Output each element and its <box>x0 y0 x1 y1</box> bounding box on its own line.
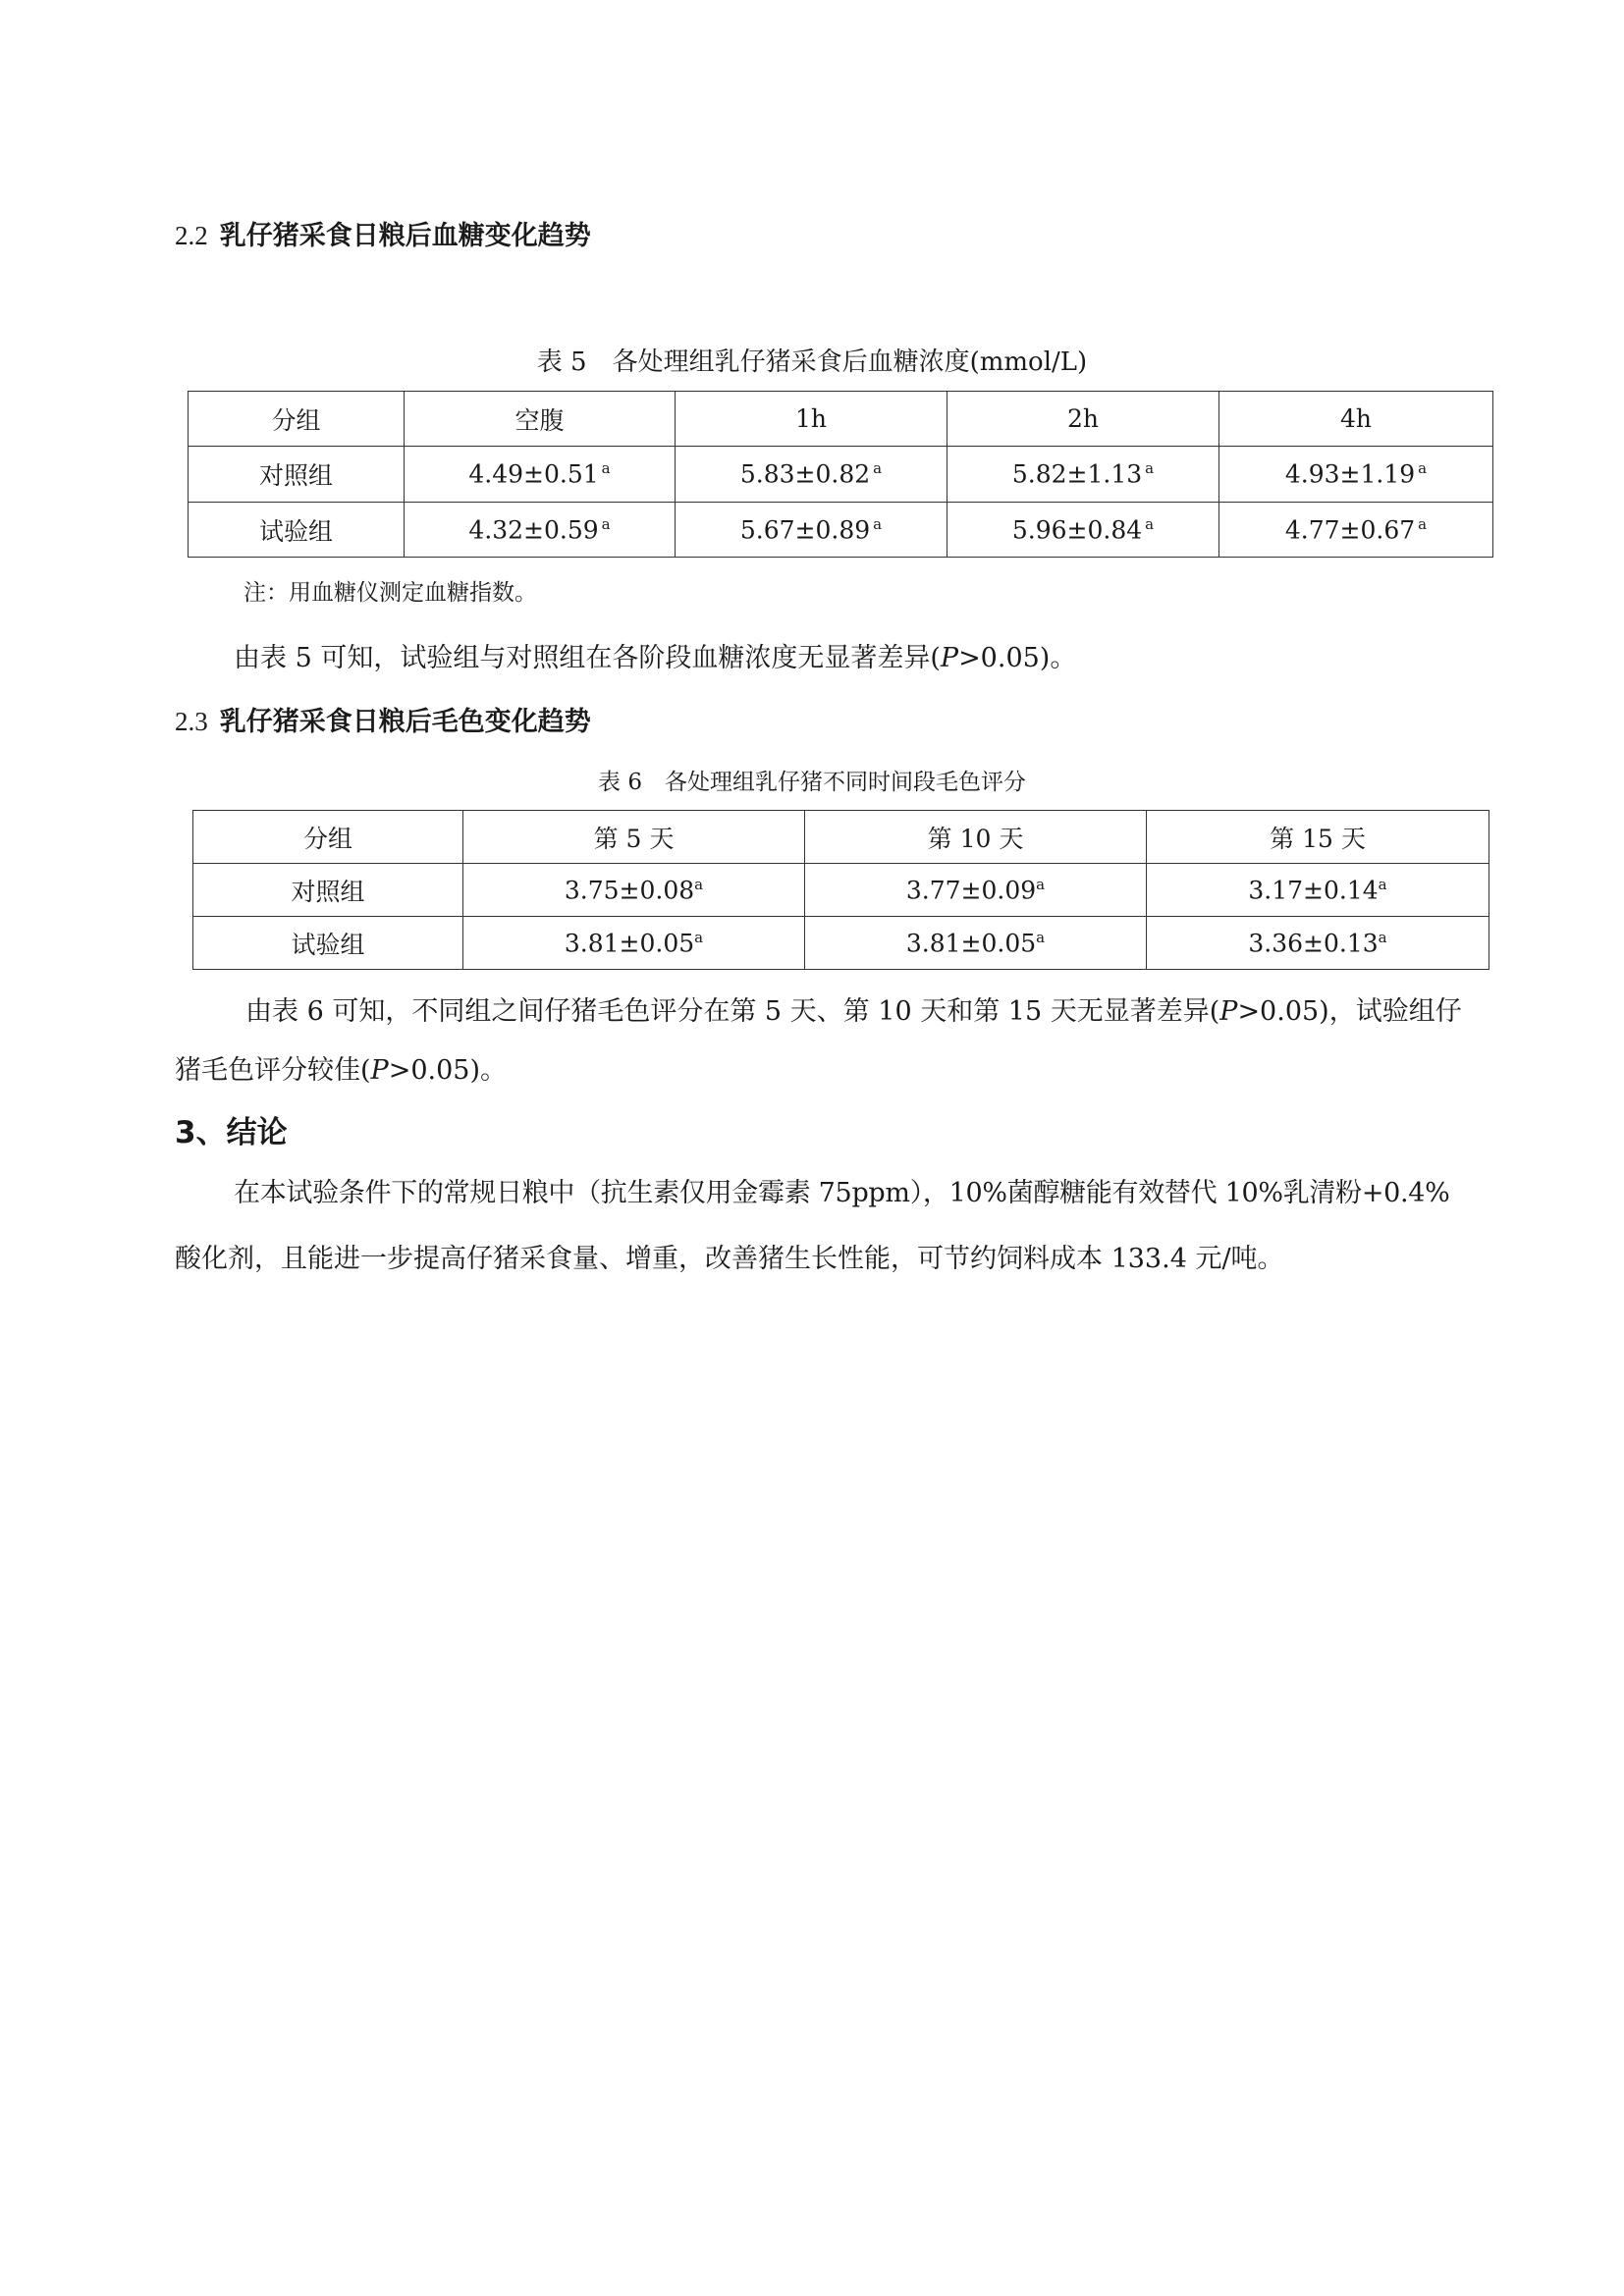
value-cell: 3.17±0.14$^a$ <box>1147 864 1489 917</box>
table6-header-cell: 第 10 天 <box>805 811 1147 864</box>
value-cell: 5.67±0.89 $^a$ <box>676 503 947 558</box>
value-cell: 4.93±1.19 $^a$ <box>1219 447 1493 503</box>
table5-header-cell: 4h <box>1219 392 1493 447</box>
value-cell: 3.81±0.05$^a$ <box>805 917 1147 970</box>
conclusion-line2: 酸化剂，且能进一步提高仔猪采食量、增重，改善猪生长性能，可节约饲料成本 133.4 元/吨。 <box>175 1244 1284 1274</box>
section-title: 乳仔猪采食日粮后毛色变化趋势 <box>219 707 591 737</box>
value-cell: 3.81±0.05$^a$ <box>463 917 805 970</box>
table6-header-row <box>193 811 1489 864</box>
table5-note: 注：用血糖仪测定血糖指数。 <box>244 580 537 606</box>
value-cell: 5.83±0.82 $^a$ <box>676 447 947 503</box>
section-3-heading: 3、结论 <box>175 1115 288 1150</box>
paragraph-table6-summary-line2: 猪毛色评分较佳(P>0.05)。 <box>175 1055 507 1086</box>
value-cell: 4.32±0.59 $^a$ <box>405 503 676 558</box>
value-cell: 5.96±0.84 $^a$ <box>947 503 1219 558</box>
section-2-2-heading <box>175 214 591 252</box>
value-cell: 4.49±0.51 $^a$ <box>405 447 676 503</box>
table5-header-cell: 2h <box>947 392 1219 447</box>
group-cell: 对照组 <box>193 864 463 917</box>
section-number: 2.3 <box>175 707 208 736</box>
value-cell: 5.82±1.13 $^a$ <box>947 447 1219 503</box>
value-cell: 4.77±0.67 $^a$ <box>1219 503 1493 558</box>
table6-header-cell: 分组 <box>193 811 463 864</box>
value-cell: 3.77±0.09$^a$ <box>805 864 1147 917</box>
paragraph-table6-summary-line1: 由表 6 可知，不同组之间仔猪毛色评分在第 5 天、第 10 天和第 15 天无显著差异(P>0.05)，试验组仔 <box>245 996 1462 1027</box>
table-row <box>193 864 1489 917</box>
table-row <box>189 447 1493 503</box>
table5-header-cell: 空腹 <box>405 392 676 447</box>
table5-caption: 表 5 各处理组乳仔猪采食后血糖浓度(mmol/L) <box>536 347 1088 377</box>
table-row <box>193 917 1489 970</box>
group-cell: 对照组 <box>189 447 405 503</box>
table6-header-cell: 第 5 天 <box>463 811 805 864</box>
group-cell: 试验组 <box>193 917 463 970</box>
table5-header-row <box>189 392 1493 447</box>
conclusion-line1: 在本试验条件下的常规日粮中（抗生素仅用金霉素 75ppm），10%菌醇糖能有效替代 10%乳清粉+0.4% <box>234 1178 1450 1208</box>
value-cell: 3.36±0.13$^a$ <box>1147 917 1489 970</box>
table5 <box>188 391 1493 558</box>
table5-header-cell: 分组 <box>189 392 405 447</box>
table6-header-cell: 第 15 天 <box>1147 811 1489 864</box>
value-cell: 3.75±0.08$^a$ <box>463 864 805 917</box>
section-number: 2.2 <box>175 221 208 250</box>
table6-caption: 表 6 各处理组乳仔猪不同时间段毛色评分 <box>598 770 1026 795</box>
paragraph-table5-summary: 由表 5 可知，试验组与对照组在各阶段血糖浓度无显著差异(P>0.05)。 <box>234 643 1077 673</box>
table5-header-cell: 1h <box>676 392 947 447</box>
section-2-3-heading <box>175 700 591 738</box>
table6 <box>192 810 1489 970</box>
group-cell: 试验组 <box>189 503 405 558</box>
section-title: 乳仔猪采食日粮后血糖变化趋势 <box>219 221 591 251</box>
table-row <box>189 503 1493 558</box>
